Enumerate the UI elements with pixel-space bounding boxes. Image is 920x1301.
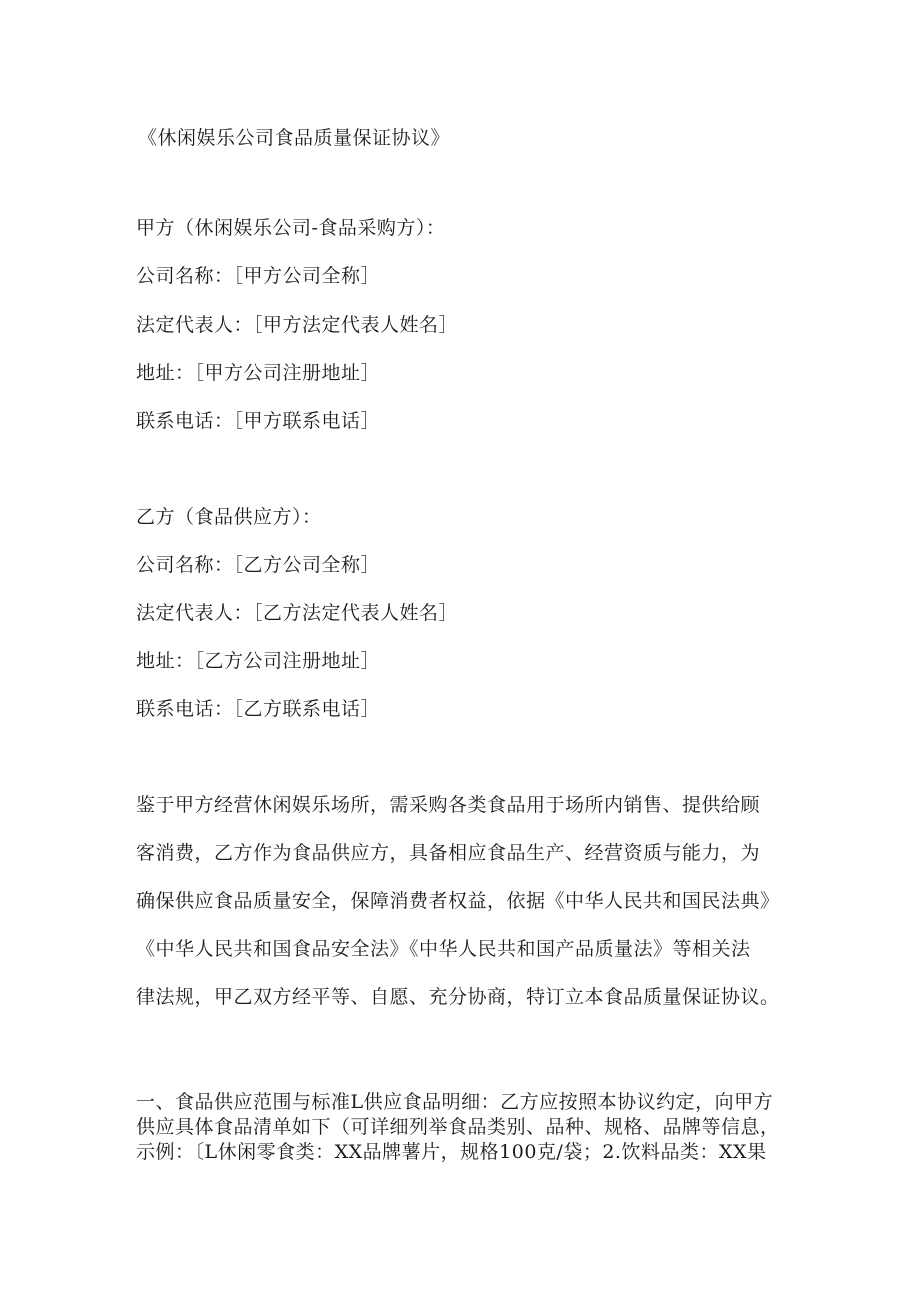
preamble-line: 鉴于甲方经营休闲娱乐场所，需采购各类食品用于场所内销售、提供给顾: [136, 794, 761, 816]
section1-line: 一、食品供应范围与标准L供应食品明细：乙方应按照本协议约定，向甲方: [136, 1091, 774, 1113]
document-title: 《休闲娱乐公司食品质量保证协议》: [138, 127, 451, 149]
party-a-address: 地址：［甲方公司注册地址］: [136, 362, 381, 384]
section1-line: 示例：〔L休闲零食类：XX品牌薯片，规格100克/袋；2.饮料品类：XX果: [136, 1141, 767, 1163]
preamble-line: 《中华人民共和国食品安全法》《中华人民共和国产品质量法》等相关法: [136, 938, 751, 960]
party-b-phone: 联系电话：［乙方联系电话］: [136, 698, 381, 720]
party-b-representative: 法定代表人：［乙方法定代表人姓名］: [136, 602, 459, 624]
preamble-line: 律法规，甲乙双方经平等、自愿、充分协商，特订立本食品质量保证协议。: [136, 986, 780, 1008]
party-b-heading: 乙方（食品供应方）：: [136, 506, 322, 528]
party-b-company: 公司名称：［乙方公司全称］: [136, 554, 381, 576]
party-a-phone: 联系电话：［甲方联系电话］: [136, 410, 381, 432]
preamble-line: 客消费，乙方作为食品供应方，具备相应食品生产、经营资质与能力，为: [136, 842, 761, 864]
party-a-company: 公司名称：［甲方公司全称］: [136, 265, 381, 287]
party-a-representative: 法定代表人：［甲方法定代表人姓名］: [136, 314, 459, 336]
preamble-line: 确保供应食品质量安全，保障消费者权益，依据《中华人民共和国民法典》: [136, 890, 780, 912]
party-a-heading: 甲方（休闲娱乐公司-食品采购方）：: [136, 217, 446, 239]
party-b-address: 地址：［乙方公司注册地址］: [136, 650, 381, 672]
section1-line: 供应具体食品清单如下（可详细列举食品类别、品种、规格、品牌等信息，: [136, 1116, 780, 1138]
